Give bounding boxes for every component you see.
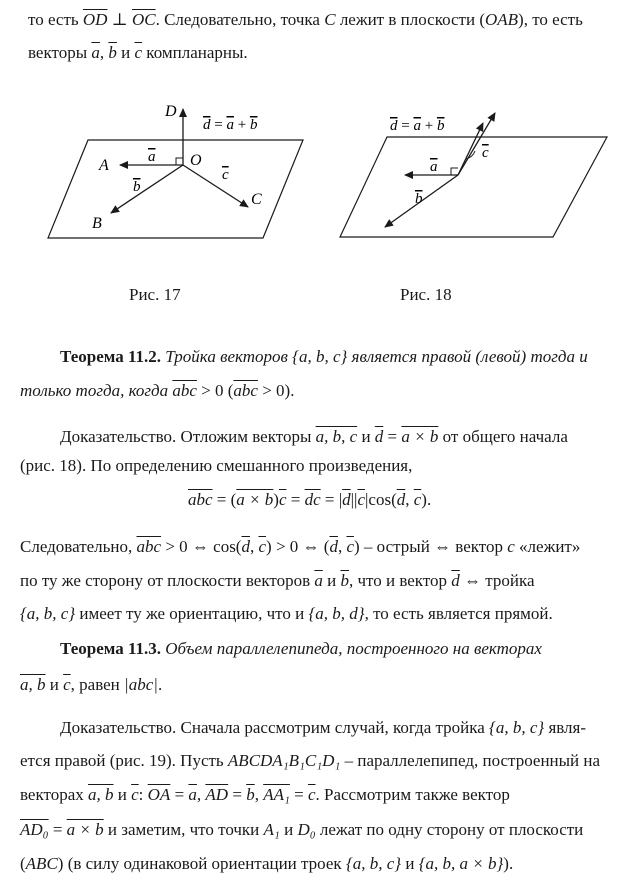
consequence-line-1 (20, 536, 580, 558)
vector-triple: {a, b, c} (292, 347, 348, 366)
vector-c-arrow (458, 123, 483, 175)
text: ), то есть (518, 10, 583, 29)
vectors-ab: a, b (20, 675, 46, 694)
label-vector-c: c (222, 167, 229, 183)
text: . Рассмотрим также вектор (315, 785, 510, 804)
text: Доказательство. Сначала рассмотрим случай, когда тройка (60, 718, 490, 737)
formula-part: ) (273, 490, 279, 509)
text: Следовательно, (20, 537, 137, 556)
plane-abc: ABC (25, 854, 58, 873)
text: «лежит» (514, 537, 581, 556)
equation-d-a-b: d = a + b (390, 118, 445, 134)
perp-symbol: ⊥ (107, 10, 132, 29)
vector-d-arrow (458, 113, 495, 175)
text: > 0) (257, 381, 291, 400)
text: и (357, 427, 375, 446)
text: , равен (70, 675, 125, 694)
label-o-point: O (190, 152, 202, 169)
text: и (116, 43, 135, 62)
text: , (254, 785, 264, 804)
text: , то есть является прямой. (364, 604, 553, 623)
plane-oab: OAB (485, 10, 519, 29)
figure-17 (0, 95, 310, 275)
cross-product: a × b (401, 427, 439, 446)
mixed-product: $\overline{abc}$ (136, 537, 162, 556)
vector-d: $\overline{d}$ (451, 571, 460, 590)
text: компланарны. (142, 43, 248, 62)
vector-d: $\overline{d}$ (241, 537, 250, 556)
formula-part: $\overline{d}$ (342, 490, 351, 509)
vector-oc: $\overline{OC}$ (131, 10, 156, 29)
text: явля- (544, 718, 587, 737)
mixed-product: $\overline{abc}$ (233, 381, 258, 400)
formula-part: $\overline{dc}$ (304, 490, 321, 509)
text: = (383, 427, 402, 446)
label-d-point: D (165, 103, 177, 120)
text: ) (в силу одинаковой ориентации троек (57, 854, 346, 873)
proof2-line-2 (20, 750, 600, 772)
label-a-point: A (99, 157, 109, 174)
vector-a: $\overline{a}$ (91, 43, 100, 62)
vector-b: $\overline{b}$ (340, 571, 349, 590)
text: то есть (28, 10, 83, 29)
text: и (113, 785, 132, 804)
vector-c: c (507, 537, 515, 556)
theorem-11-2-line-1 (60, 346, 588, 368)
text: имеет ту же ориентацию, что и (75, 604, 309, 623)
text: только тогда, когда (20, 381, 173, 400)
vector-triple: {a, b, c} (20, 604, 76, 623)
point-a1: A₁ (263, 820, 280, 839)
formula-part: $\overline{abc}$ (188, 490, 213, 509)
cross-product: a × b (66, 820, 104, 839)
text: , что и вектор (348, 571, 452, 590)
label-vector-c: c (482, 145, 489, 161)
text: векторы (28, 43, 92, 62)
vector-ad0: AD₀ (20, 820, 49, 839)
text: Тройка векторов (161, 347, 293, 366)
vector-od: $\overline{OD}$ (82, 10, 108, 29)
label-vector-b: b (415, 191, 423, 207)
text: ⇔ тройка (459, 571, 535, 590)
label-vector-a: a (148, 149, 156, 165)
theorem-11-2-line-2 (20, 380, 294, 402)
formula-part: $\overline{c}$ (413, 490, 422, 509)
right-angle-mark (451, 168, 458, 175)
vectors-abc: a, b, c (315, 427, 358, 446)
vector-triple: {a, b, c} (489, 718, 545, 737)
vector-c: $\overline{c}$ (258, 537, 267, 556)
proof2-line-3 (20, 784, 510, 806)
vector-triple: {a, b, c} (345, 854, 402, 873)
mixed-product: $\overline{abc}$ (172, 381, 197, 400)
text: : (138, 785, 148, 804)
formula-part: a × b (236, 490, 274, 509)
label-vector-a: a (430, 159, 438, 175)
theorem-label: Теорема 11.3. (60, 639, 162, 658)
consequence-line-2 (20, 570, 535, 592)
equation-d-a-b: d = a + b (203, 117, 258, 133)
formula-part: $\overline{c}$ (357, 490, 365, 509)
vector-aa1: AA₁ (263, 785, 290, 804)
label-vector-b: b (133, 179, 141, 195)
text: по ту же сторону от плоскости векторов (20, 571, 315, 590)
text: . (290, 381, 295, 400)
vector-c: $\overline{c}$ (307, 785, 316, 804)
formula-part: = ( (212, 490, 237, 509)
vector-triple: {a, b, a × b} (418, 854, 504, 873)
vector-d: $\overline{d}$ (329, 537, 338, 556)
theorem-label: Теорема 11.2. (60, 347, 162, 366)
plane-parallelogram (340, 137, 607, 237)
text-line-2 (28, 42, 248, 64)
vector-a: $\overline{a}$ (314, 571, 323, 590)
text: и (322, 571, 341, 590)
text: ). (503, 854, 514, 873)
vector-c-arrow (183, 165, 248, 207)
proof2-line-4 (20, 819, 583, 841)
text: = (48, 820, 67, 839)
text: векторах (20, 785, 89, 804)
vector-c: $\overline{c}$ (131, 785, 139, 804)
text: ( (20, 854, 26, 873)
vector-b: $\overline{b}$ (108, 43, 117, 62)
abs-mixed-product: |abc| (124, 675, 158, 694)
text: , (99, 43, 109, 62)
vector-oa: $\overline{OA}$ (147, 785, 171, 804)
text: > 0 ⇔ cos( (161, 537, 242, 556)
text: является правой (левой) тогда и (347, 347, 588, 366)
vector-c: $\overline{c}$ (134, 43, 143, 62)
formula-mixed-product (188, 489, 431, 511)
formula-part: = | (320, 490, 343, 509)
proof-line-2: (рис. 18). По определению смешанного произведения, (20, 456, 413, 475)
proof2-line-1 (60, 717, 586, 739)
text: и (279, 820, 298, 839)
text: ) > 0 ⇔ ( (266, 537, 330, 556)
text: . (157, 675, 163, 694)
vector-a: $\overline{a}$ (188, 785, 197, 804)
text: = (228, 785, 247, 804)
text: и (45, 675, 64, 694)
text: = (170, 785, 189, 804)
theorem-11-3-line-1 (60, 638, 542, 660)
point-d0: D₀ (297, 820, 316, 839)
text: , (196, 785, 206, 804)
vector-c: $\overline{c}$ (346, 537, 354, 556)
label-c-point: C (251, 191, 262, 208)
text: Доказательство. Отложим векторы (60, 427, 316, 446)
vector-triple: {a, b, d} (308, 604, 365, 623)
text-line-1 (28, 9, 583, 31)
consequence-line-3 (20, 603, 553, 625)
theorem-11-3-line-2 (20, 674, 162, 696)
point-c: C (324, 10, 336, 29)
formula-part: || (350, 490, 358, 509)
proof-line-1 (60, 426, 568, 448)
text: > 0 ( (196, 381, 234, 400)
proof2-line-5 (20, 853, 513, 875)
vector-b-arrow (111, 165, 183, 213)
vector-c: $\overline{c}$ (63, 675, 71, 694)
text: лежат по одну сторону от плоскости (315, 820, 584, 839)
formula-part: $\overline{d}$ (396, 490, 406, 509)
text: лежит в плоскости ( (335, 10, 485, 29)
formula-part: = (286, 490, 305, 509)
figure-18 (335, 95, 624, 275)
text: ется правой (рис. 19). Пусть (20, 751, 228, 770)
text: ) – острый ⇔ вектор (354, 537, 508, 556)
text: , (249, 537, 259, 556)
vector-b: $\overline{b}$ (246, 785, 255, 804)
vectors-ab: a, b (88, 785, 114, 804)
text: и (401, 854, 419, 873)
figure-18-caption: Рис. 18 (400, 285, 452, 304)
formula-part: , (405, 490, 414, 509)
label-b-point: B (92, 215, 102, 232)
formula-part: $\overline{c}$ (278, 490, 287, 509)
parallelepiped: ABCDA₁B₁C₁D₁ (227, 751, 341, 770)
text: от общего начала (438, 427, 568, 446)
right-angle-mark (176, 158, 183, 165)
figure-17-caption: Рис. 17 (129, 285, 181, 304)
text: Объем параллелепипеда, построенного на векторах (161, 639, 542, 658)
formula-part: ). (421, 490, 432, 509)
plane-parallelogram (48, 140, 303, 238)
text: и заметим, что точки (103, 820, 264, 839)
text: . Следовательно, точка (155, 10, 325, 29)
text: = (289, 785, 308, 804)
formula-part: |cos( (365, 490, 397, 509)
text: , (337, 537, 347, 556)
vector-d: $\overline{d}$ (374, 427, 384, 446)
vector-ad: $\overline{AD}$ (205, 785, 229, 804)
text: – параллелепипед, построенный на (340, 751, 601, 770)
